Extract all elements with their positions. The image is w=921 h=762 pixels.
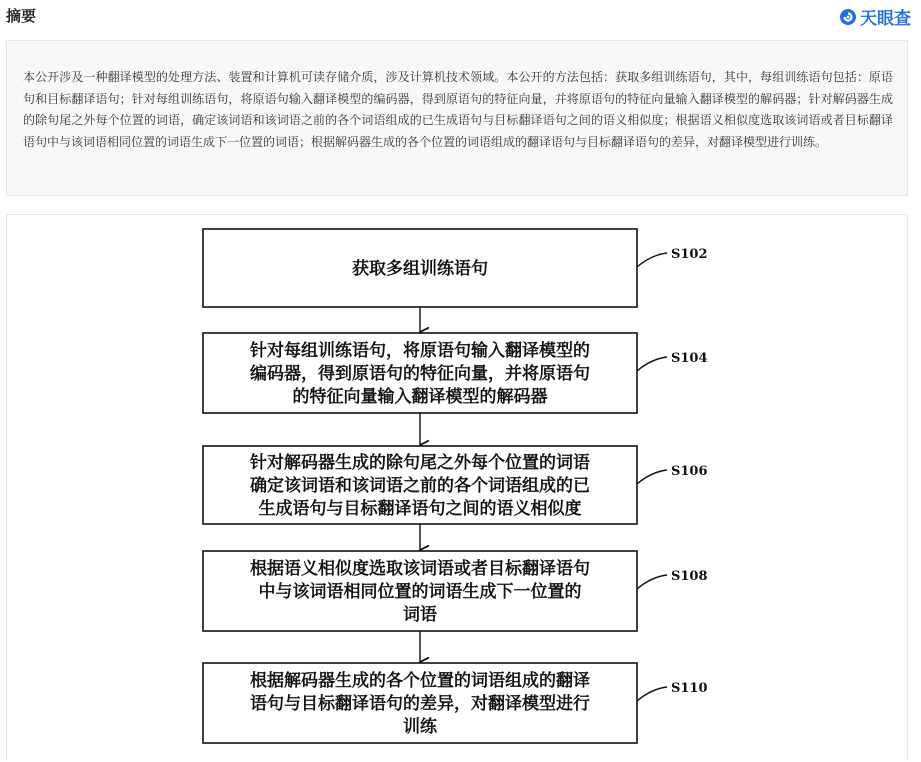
flow-step-text: 训练	[403, 717, 437, 737]
flow-step-label: S104	[671, 351, 708, 366]
flow-step-text: 针对解码器生成的除句尾之外每个位置的词语	[250, 453, 590, 473]
tianyancha-logo-icon	[839, 8, 857, 26]
flow-step-text: 获取多组训练语句	[352, 259, 488, 279]
flow-step-text: 针对每组训练语句，将原语句输入翻译模型的	[250, 341, 590, 361]
flow-step-text: 语句与目标翻译语句的差异，对翻译模型进行	[250, 694, 590, 714]
flow-step-leader-line	[637, 253, 667, 267]
page-title: 摘要	[6, 7, 37, 25]
flow-step-text: 根据语义相似度选取该词语或者目标翻译语句	[250, 559, 590, 579]
brand-logo[interactable]	[839, 4, 911, 29]
flow-step-text: 编码器，得到原语句的特征向量，并将原语句	[250, 364, 590, 384]
abstract-text: 本公开涉及一种翻译模型的处理方法、装置和计算机可读存储介质，涉及计算机技术领域。本公开的方法包括：获取多组训练语句，其中，每组训练语句包括：原语句和目标翻译语句；针对每组训练语句，将原语句输入翻译模型的编码器，得到原语句的特征向量，并将原语句的特征向量输入翻译模型的解码器；针对解码器生成的除句尾之外每个位置的词语，确定该词语和该词语之前的各个词语组成的已生成语句与目标翻译语句之间的语义相似度；根据语义相似度选取该词语或者目标翻译语句中与该词语相同位置的词语生成下一位置的词语；根据解码器生成的各个位置的词语组成的翻译语句与目标翻译语句的差异，对翻译模型进行训练。	[23, 70, 893, 149]
flow-step-text: 的特征向量输入翻译模型的解码器	[292, 387, 548, 407]
flow-step-leader-line	[637, 575, 667, 589]
flow-step-label: S108	[671, 569, 708, 584]
flow-step-label: S102	[671, 247, 708, 262]
abstract-figure-panel	[6, 214, 908, 761]
flow-step-leader-line	[637, 357, 667, 371]
flow-step-text: 生成语句与目标翻译语句之间的语义相似度	[258, 499, 582, 519]
abstract-panel	[6, 40, 908, 196]
brand-name: 天眼查	[860, 9, 911, 29]
flow-step-leader-line	[637, 687, 667, 701]
flowchart	[7, 215, 909, 762]
flow-step-text: 根据解码器生成的各个位置的词语组成的翻译	[250, 671, 590, 691]
flow-step-label: S110	[671, 681, 708, 696]
flow-step-text: 词语	[403, 605, 437, 625]
flow-step-text: 确定该词语和该词语之前的各个词语组成的已	[250, 476, 590, 496]
flow-step-text: 中与该词语相同位置的词语生成下一位置的	[258, 582, 582, 602]
page-header	[0, 0, 921, 30]
flow-step-label: S106	[671, 464, 708, 479]
flow-step-leader-line	[637, 470, 667, 484]
